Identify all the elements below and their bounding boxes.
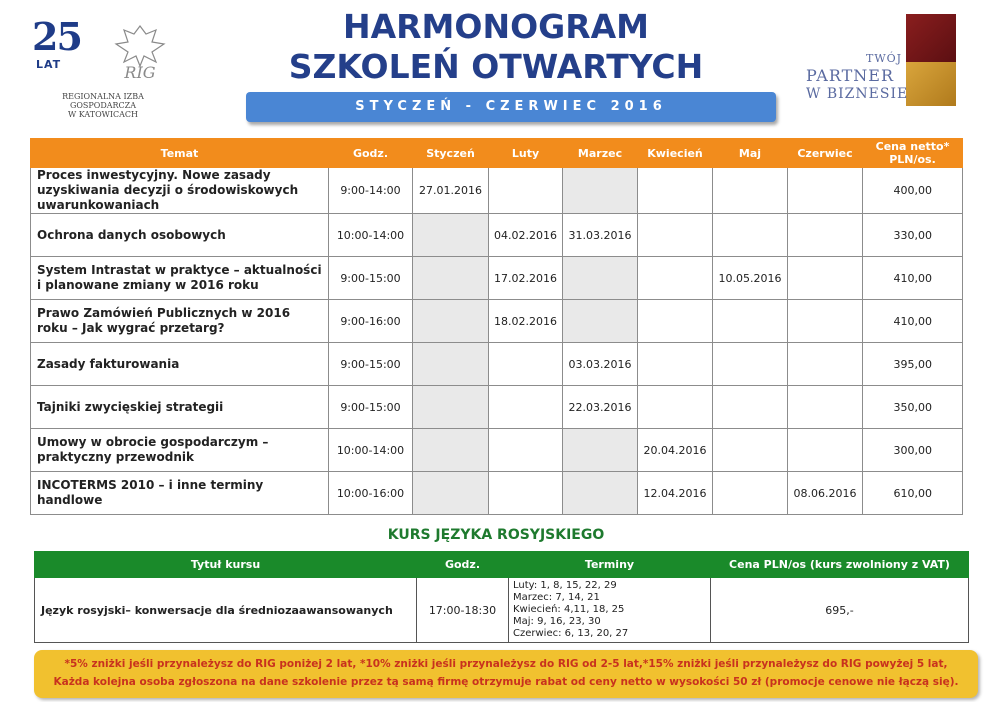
cell-march — [563, 429, 638, 472]
header-january: Styczeń — [413, 139, 489, 168]
cell-may — [713, 300, 788, 343]
cell-april — [638, 257, 713, 300]
partner-logo-gold-square — [906, 62, 956, 106]
logo-org-line2: W KATOWICACH — [67, 110, 139, 119]
cell-january — [413, 472, 489, 515]
cell-january — [413, 429, 489, 472]
cell-may — [713, 429, 788, 472]
cell-hours: 10:00-16:00 — [329, 472, 413, 515]
cell-june — [788, 429, 863, 472]
table-row — [31, 472, 963, 515]
cell-june — [788, 386, 863, 429]
cell-price: 350,00 — [863, 386, 963, 429]
table-row — [35, 578, 969, 643]
term-line: Marzec: 7, 14, 21 — [513, 592, 600, 603]
cell-april — [638, 386, 713, 429]
cell-price: 695,- — [711, 578, 969, 643]
table-row — [31, 214, 963, 257]
cell-february — [489, 472, 563, 515]
cell-course: Język rosyjski– konwersacje dla średniozaawansowanych — [35, 578, 417, 643]
cell-june — [788, 168, 863, 214]
period-banner — [246, 92, 776, 122]
header-price: Cena netto* PLN/os. — [863, 139, 963, 168]
cell-april — [638, 300, 713, 343]
cell-hours: 9:00-15:00 — [329, 257, 413, 300]
header-june: Czerwiec — [788, 139, 863, 168]
cell-march — [563, 257, 638, 300]
cell-january — [413, 257, 489, 300]
cell-february — [489, 386, 563, 429]
table-header-row — [31, 139, 963, 168]
term-line: Kwiecień: 4,11, 18, 25 — [513, 604, 625, 615]
partner-logo-twoj: TWÓJ — [866, 52, 903, 65]
cell-february: 17.02.2016 — [489, 257, 563, 300]
cell-hours: 9:00-14:00 — [329, 168, 413, 214]
cell-hours: 9:00-15:00 — [329, 386, 413, 429]
cell-topic: Proces inwestycyjny. Nowe zasady uzyskiwania decyzji o środowiskowych uwarunkowaniach — [31, 168, 329, 214]
cell-june — [788, 300, 863, 343]
partner-logo-red-square — [906, 14, 956, 62]
cell-march — [563, 472, 638, 515]
table-row — [31, 257, 963, 300]
cell-may — [713, 343, 788, 386]
header-may: Maj — [713, 139, 788, 168]
russian-course-title: KURS JĘZYKA ROSYJSKIEGO — [387, 527, 605, 543]
cell-hours: 17:00-18:30 — [417, 578, 509, 643]
cell-march: 22.03.2016 — [563, 386, 638, 429]
cell-price: 400,00 — [863, 168, 963, 214]
cell-topic: Zasady fakturowania — [31, 343, 329, 386]
cell-march: 03.03.2016 — [563, 343, 638, 386]
header-terms: Terminy — [509, 552, 711, 578]
page-title-line2: SZKOLEŃ OTWARTYCH — [288, 47, 704, 86]
cell-topic: Tajniki zwycięskiej strategii — [31, 386, 329, 429]
cell-february: 04.02.2016 — [489, 214, 563, 257]
table-row — [31, 300, 963, 343]
logo-org-line1: REGIONALNA IZBA GOSPODARCZA — [62, 92, 144, 110]
cell-may: 10.05.2016 — [713, 257, 788, 300]
cell-april: 12.04.2016 — [638, 472, 713, 515]
partner-logo-partner: PARTNER — [806, 66, 895, 85]
cell-hours: 10:00-14:00 — [329, 214, 413, 257]
russian-course-table — [34, 551, 969, 643]
header-february: Luty — [489, 139, 563, 168]
cell-april — [638, 168, 713, 214]
cell-price: 410,00 — [863, 257, 963, 300]
cell-june — [788, 343, 863, 386]
logo-anniversary-number: 25 — [32, 14, 81, 59]
cell-may — [713, 168, 788, 214]
header-price: Cena PLN/os (kurs zwolniony z VAT) — [711, 552, 969, 578]
logo-monogram: RIG — [124, 63, 156, 82]
period-text: STYCZEŃ - CZERWIEC 2016 — [355, 99, 667, 114]
header-topic: Temat — [31, 139, 329, 168]
cell-january — [413, 214, 489, 257]
cell-topic: Umowy w obrocie gospodarczym – praktyczny przewodnik — [31, 429, 329, 472]
table-row — [31, 386, 963, 429]
cell-price: 395,00 — [863, 343, 963, 386]
cell-hours: 9:00-16:00 — [329, 300, 413, 343]
table-row — [31, 168, 963, 214]
cell-february — [489, 429, 563, 472]
cell-february: 18.02.2016 — [489, 300, 563, 343]
cell-hours: 9:00-15:00 — [329, 343, 413, 386]
cell-february — [489, 168, 563, 214]
cell-june — [788, 257, 863, 300]
cell-may — [713, 472, 788, 515]
cell-topic: System Intrastat w praktyce – aktualności i planowane zmiany w 2016 roku — [31, 257, 329, 300]
header-course-title: Tytuł kursu — [35, 552, 417, 578]
cell-june — [788, 214, 863, 257]
term-line: Maj: 9, 16, 23, 30 — [513, 616, 601, 627]
cell-february — [489, 343, 563, 386]
cell-january — [413, 343, 489, 386]
cell-price: 610,00 — [863, 472, 963, 515]
partner-logo — [806, 14, 954, 106]
header-march: Marzec — [563, 139, 638, 168]
header-hours: Godz. — [417, 552, 509, 578]
cell-january — [413, 386, 489, 429]
term-line: Czerwiec: 6, 13, 20, 27 — [513, 628, 629, 639]
cell-april — [638, 214, 713, 257]
cell-price: 330,00 — [863, 214, 963, 257]
header-hours: Godz. — [329, 139, 413, 168]
cell-january — [413, 300, 489, 343]
cell-june: 08.06.2016 — [788, 472, 863, 515]
discount-note — [34, 650, 978, 698]
cell-terms — [509, 578, 711, 643]
cell-april: 20.04.2016 — [638, 429, 713, 472]
term-line: Luty: 1, 8, 15, 22, 29 — [513, 580, 617, 591]
cell-topic: Prawo Zamówień Publicznych w 2016 roku – Jak wygrać przetarg? — [31, 300, 329, 343]
cell-may — [713, 386, 788, 429]
logo-lat-label: LAT — [36, 58, 62, 71]
cell-march: 31.03.2016 — [563, 214, 638, 257]
discount-note-line1: *5% zniżki jeśli przynależysz do RIG poniżej 2 lat, *10% zniżki jeśli przynależysz do RIG od 2-5 lat,*15% zniżki jeśli przynależysz do RIG powyżej 5 lat, — [64, 658, 948, 670]
partner-logo-biznes: W BIZNESIE — [806, 86, 909, 102]
cell-january: 27.01.2016 — [413, 168, 489, 214]
cell-price: 300,00 — [863, 429, 963, 472]
cell-price: 410,00 — [863, 300, 963, 343]
cell-may — [713, 214, 788, 257]
cell-march — [563, 168, 638, 214]
page-title-line1: HARMONOGRAM — [342, 7, 649, 46]
discount-note-line2: Każda kolejna osoba zgłoszona na dane szkolenie przez tą samą firmę otrzymuje rabat od ceny netto w wysokości 50 zł (promocje cenowe nie łączą się). — [53, 676, 959, 688]
cell-march — [563, 300, 638, 343]
cell-hours: 10:00-14:00 — [329, 429, 413, 472]
training-schedule-table — [30, 138, 963, 515]
logo-organization-name — [28, 92, 178, 119]
header-april: Kwiecień — [638, 139, 713, 168]
table-header-row — [35, 552, 969, 578]
table-row — [31, 343, 963, 386]
table-row — [31, 429, 963, 472]
cell-topic: Ochrona danych osobowych — [31, 214, 329, 257]
cell-april — [638, 343, 713, 386]
cell-topic: INCOTERMS 2010 – i inne terminy handlowe — [31, 472, 329, 515]
